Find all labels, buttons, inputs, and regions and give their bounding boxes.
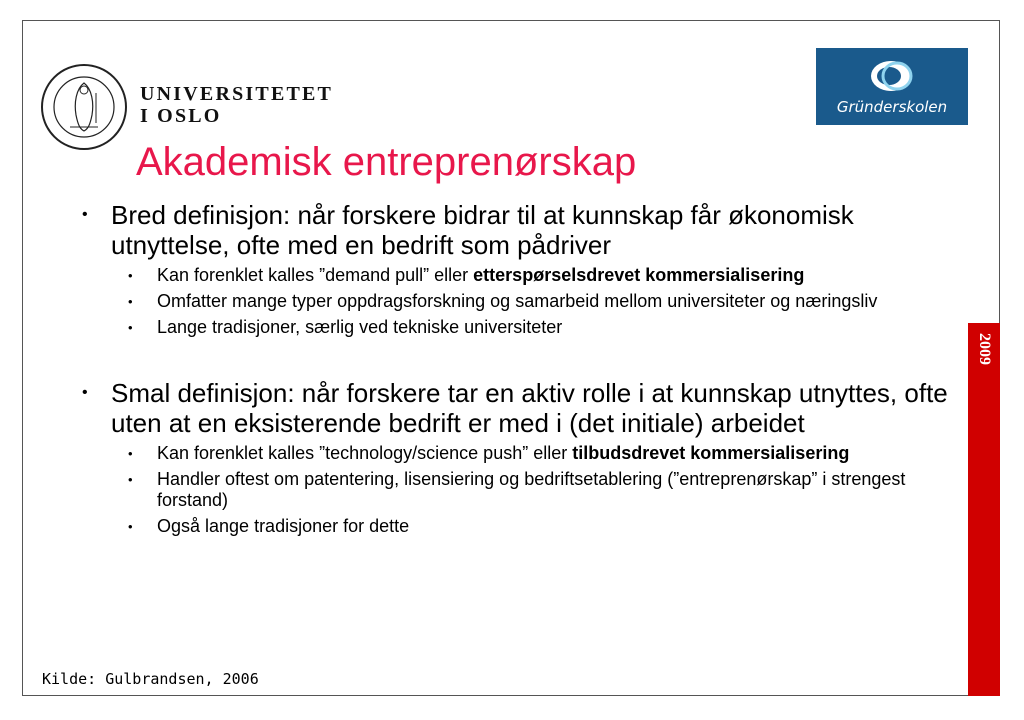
grunderskolen-label: Gründerskolen <box>836 98 948 116</box>
bullet-item <box>82 378 962 438</box>
sub-bullet-text: Kan forenklet kalles ”demand pull” eller <box>157 265 474 285</box>
bullet-dot: • <box>128 472 133 487</box>
bullet-dot: • <box>128 294 133 309</box>
sub-bullet-text: Også lange tradisjoner for dette <box>157 516 410 536</box>
year-tab <box>968 323 1000 696</box>
sub-bullet-text: Kan forenklet kalles ”technology/science push” eller <box>157 443 573 463</box>
bullet-dot: • <box>128 320 133 335</box>
bullet-item <box>82 200 962 260</box>
year-label: 2009 <box>976 333 993 365</box>
sub-bullet-item <box>82 516 962 537</box>
bullet-dot: • <box>128 446 133 461</box>
grunderskolen-mark-icon <box>864 56 918 96</box>
sub-bullet-text: Omfatter mange typer oppdragsforskning og samarbeid mellom universiteter og næringsliv <box>157 291 878 311</box>
university-name: UNIVERSITETET I OSLO <box>140 83 334 127</box>
bullet-list <box>82 200 962 537</box>
bullet-dot: • <box>128 519 133 534</box>
sub-bullet-item <box>82 265 962 286</box>
sub-bullet-item <box>82 469 962 511</box>
university-seal-icon <box>40 63 128 151</box>
sub-bullet-emphasis: etterspørselsdrevet kommersialisering <box>473 265 805 285</box>
grunderskolen-logo <box>816 48 968 125</box>
bullet-dot: • <box>82 206 88 223</box>
bullet-dot: • <box>128 268 133 283</box>
sub-bullet-item <box>82 291 962 312</box>
sub-bullet-emphasis: tilbudsdrevet kommersialisering <box>572 443 850 463</box>
sub-bullet-item <box>82 317 962 338</box>
source-citation: Kilde: Gulbrandsen, 2006 <box>42 670 259 688</box>
sub-bullet-text: Handler oftest om patentering, lisensiering og bedriftsetablering (”entreprenørskap” i strengest forstand) <box>157 469 906 510</box>
sub-bullet-text: Lange tradisjoner, særlig ved tekniske universiteter <box>157 317 563 337</box>
sub-bullet-item <box>82 443 962 464</box>
bullet-dot: • <box>82 384 88 401</box>
slide-title: Akademisk entreprenørskap <box>136 140 637 184</box>
bullet-text: Smal definisjon: når forskere tar en aktiv rolle i at kunnskap utnyttes, ofte uten at en eksisterende bedrift er med i (det initiale) arbeidet <box>111 378 948 438</box>
bullet-text: Bred definisjon: når forskere bidrar til at kunnskap får økonomisk utnyttelse, ofte med en bedrift som pådriver <box>111 200 854 260</box>
